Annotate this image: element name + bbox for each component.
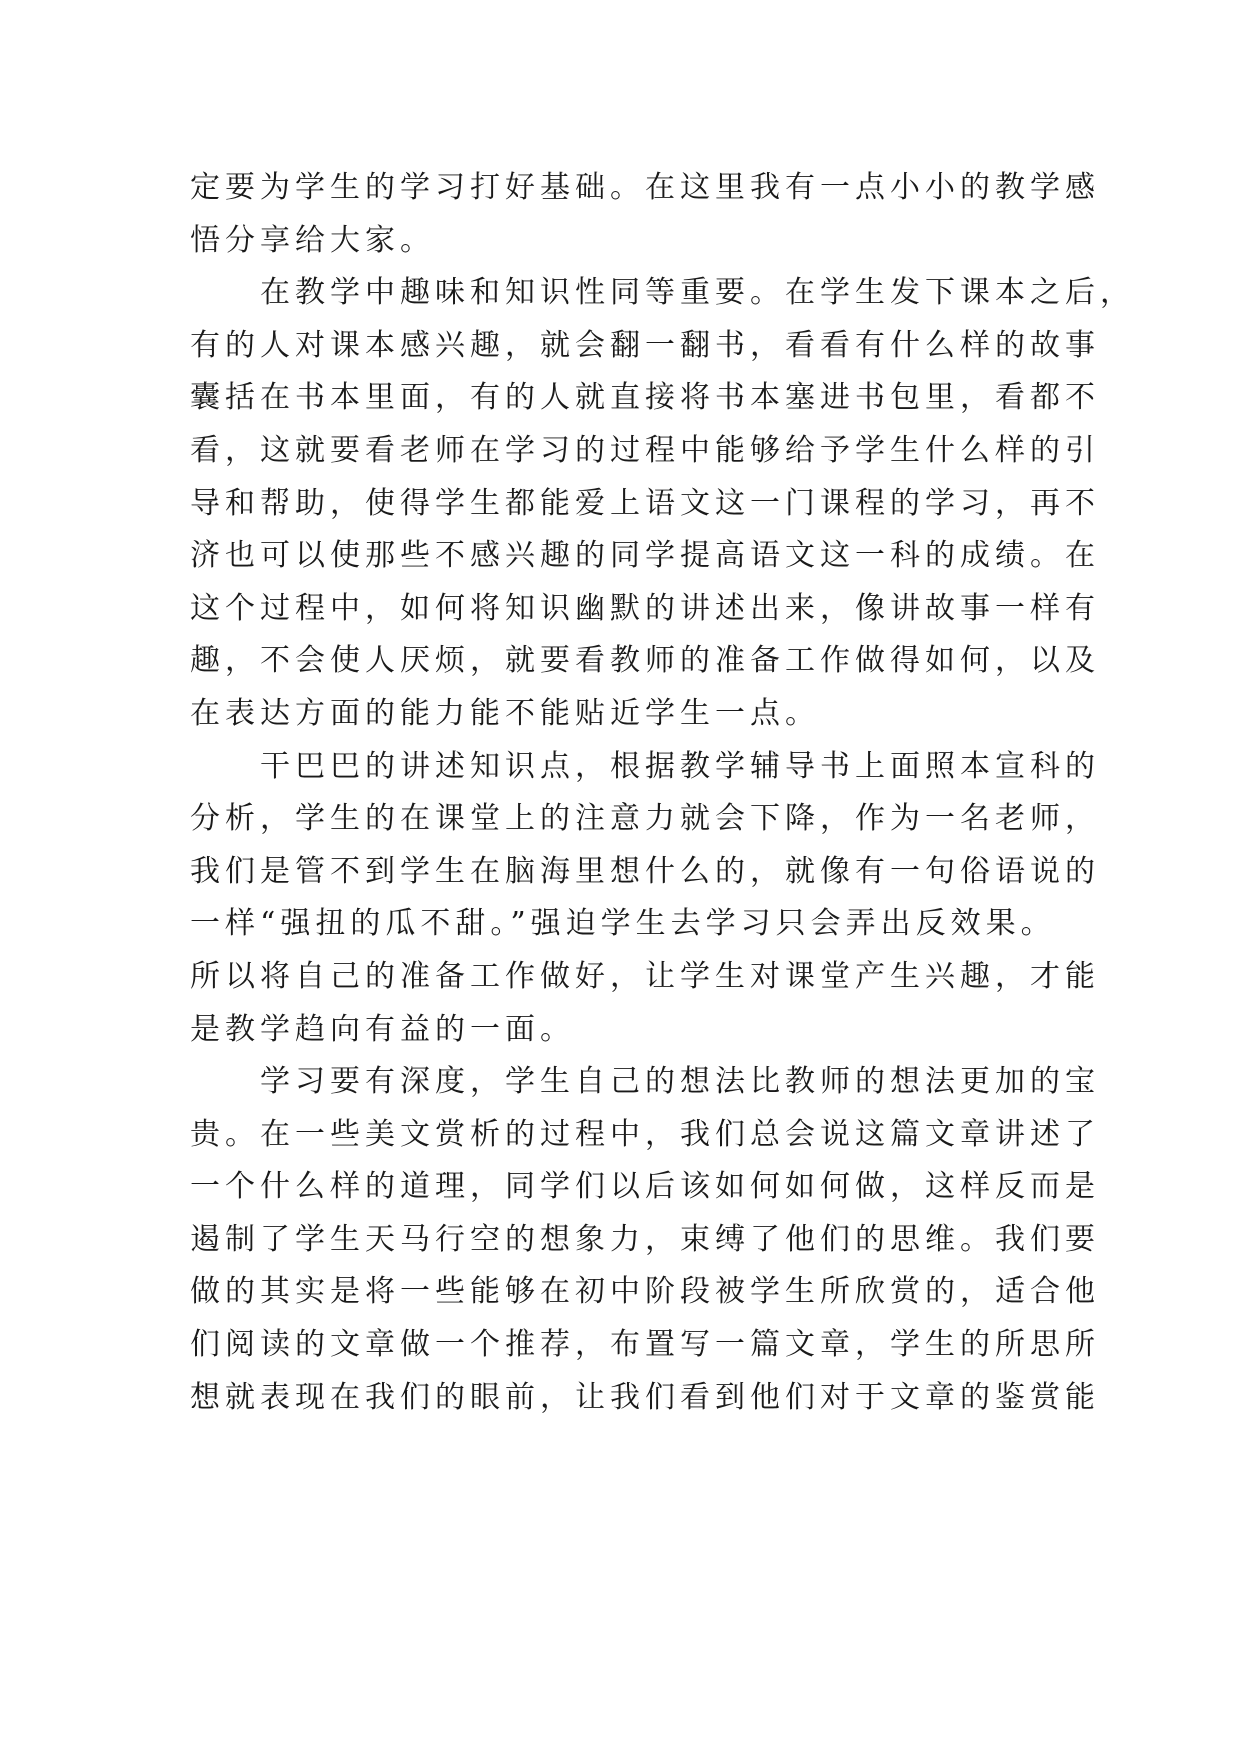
paragraph-start-line: 学习要有深度，学生自己的想法比教师的想法更加的宝 bbox=[260, 1064, 1100, 1100]
text-line: 看，这就要看老师在学习的过程中能够给予学生什么样的引 bbox=[190, 432, 1100, 468]
text-line: 分析，学生的在课堂上的注意力就会下降，作为一名老师， bbox=[190, 801, 1100, 837]
text-line: 定要为学生的学习打好基础。在这里我有一点小小的教学感 bbox=[190, 170, 1100, 205]
text-line: 有的人对课本感兴趣，就会翻一翻书，看看有什么样的故事 bbox=[190, 327, 1100, 363]
text-line: 想就表现在我们的眼前，让我们看到他们对于文章的鉴赏能 bbox=[190, 1379, 1100, 1415]
text-line: 们阅读的文章做一个推荐，布置写一篇文章，学生的所思所 bbox=[190, 1327, 1100, 1363]
text-line: 济也可以使那些不感兴趣的同学提高语文这一科的成绩。在 bbox=[190, 538, 1100, 574]
text-line: 囊括在书本里面，有的人就直接将书本塞进书包里，看都不 bbox=[190, 380, 1100, 416]
text-line: 悟分享给大家。 bbox=[190, 222, 435, 258]
text-line: 遏制了学生天马行空的想象力，束缚了他们的思维。我们要 bbox=[190, 1221, 1100, 1257]
paragraph-start-line: 在教学中趣味和知识性同等重要。在学生发下课本之后， bbox=[260, 275, 1135, 311]
text-line: 所以将自己的准备工作做好，让学生对课堂产生兴趣，才能 bbox=[190, 958, 1100, 994]
text-line: 趣，不会使人厌烦，就要看教师的准备工作做得如何，以及 bbox=[190, 643, 1100, 679]
text-line: 一样“强扭的瓜不甜。”强迫学生去学习只会弄出反效果。 bbox=[190, 906, 1056, 942]
text-line: 是教学趋向有益的一面。 bbox=[190, 1011, 575, 1047]
text-line: 贵。在一些美文赏析的过程中，我们总会说这篇文章讲述了 bbox=[190, 1116, 1100, 1152]
text-line: 这个过程中，如何将知识幽默的讲述出来，像讲故事一样有 bbox=[190, 590, 1100, 626]
text-line: 做的其实是将一些能够在初中阶段被学生所欣赏的，适合他 bbox=[190, 1274, 1100, 1310]
text-line: 我们是管不到学生在脑海里想什么的，就像有一句俗语说的 bbox=[190, 853, 1100, 889]
text-line: 在表达方面的能力能不能贴近学生一点。 bbox=[190, 695, 820, 731]
paragraph-start-line: 干巴巴的讲述知识点，根据教学辅导书上面照本宣科的 bbox=[260, 748, 1100, 784]
body-text bbox=[190, 162, 1135, 1424]
text-line: 导和帮助，使得学生都能爱上语文这一门课程的学习，再不 bbox=[190, 485, 1100, 521]
text-line: 一个什么样的道理，同学们以后该如何如何做，这样反而是 bbox=[190, 1169, 1100, 1205]
